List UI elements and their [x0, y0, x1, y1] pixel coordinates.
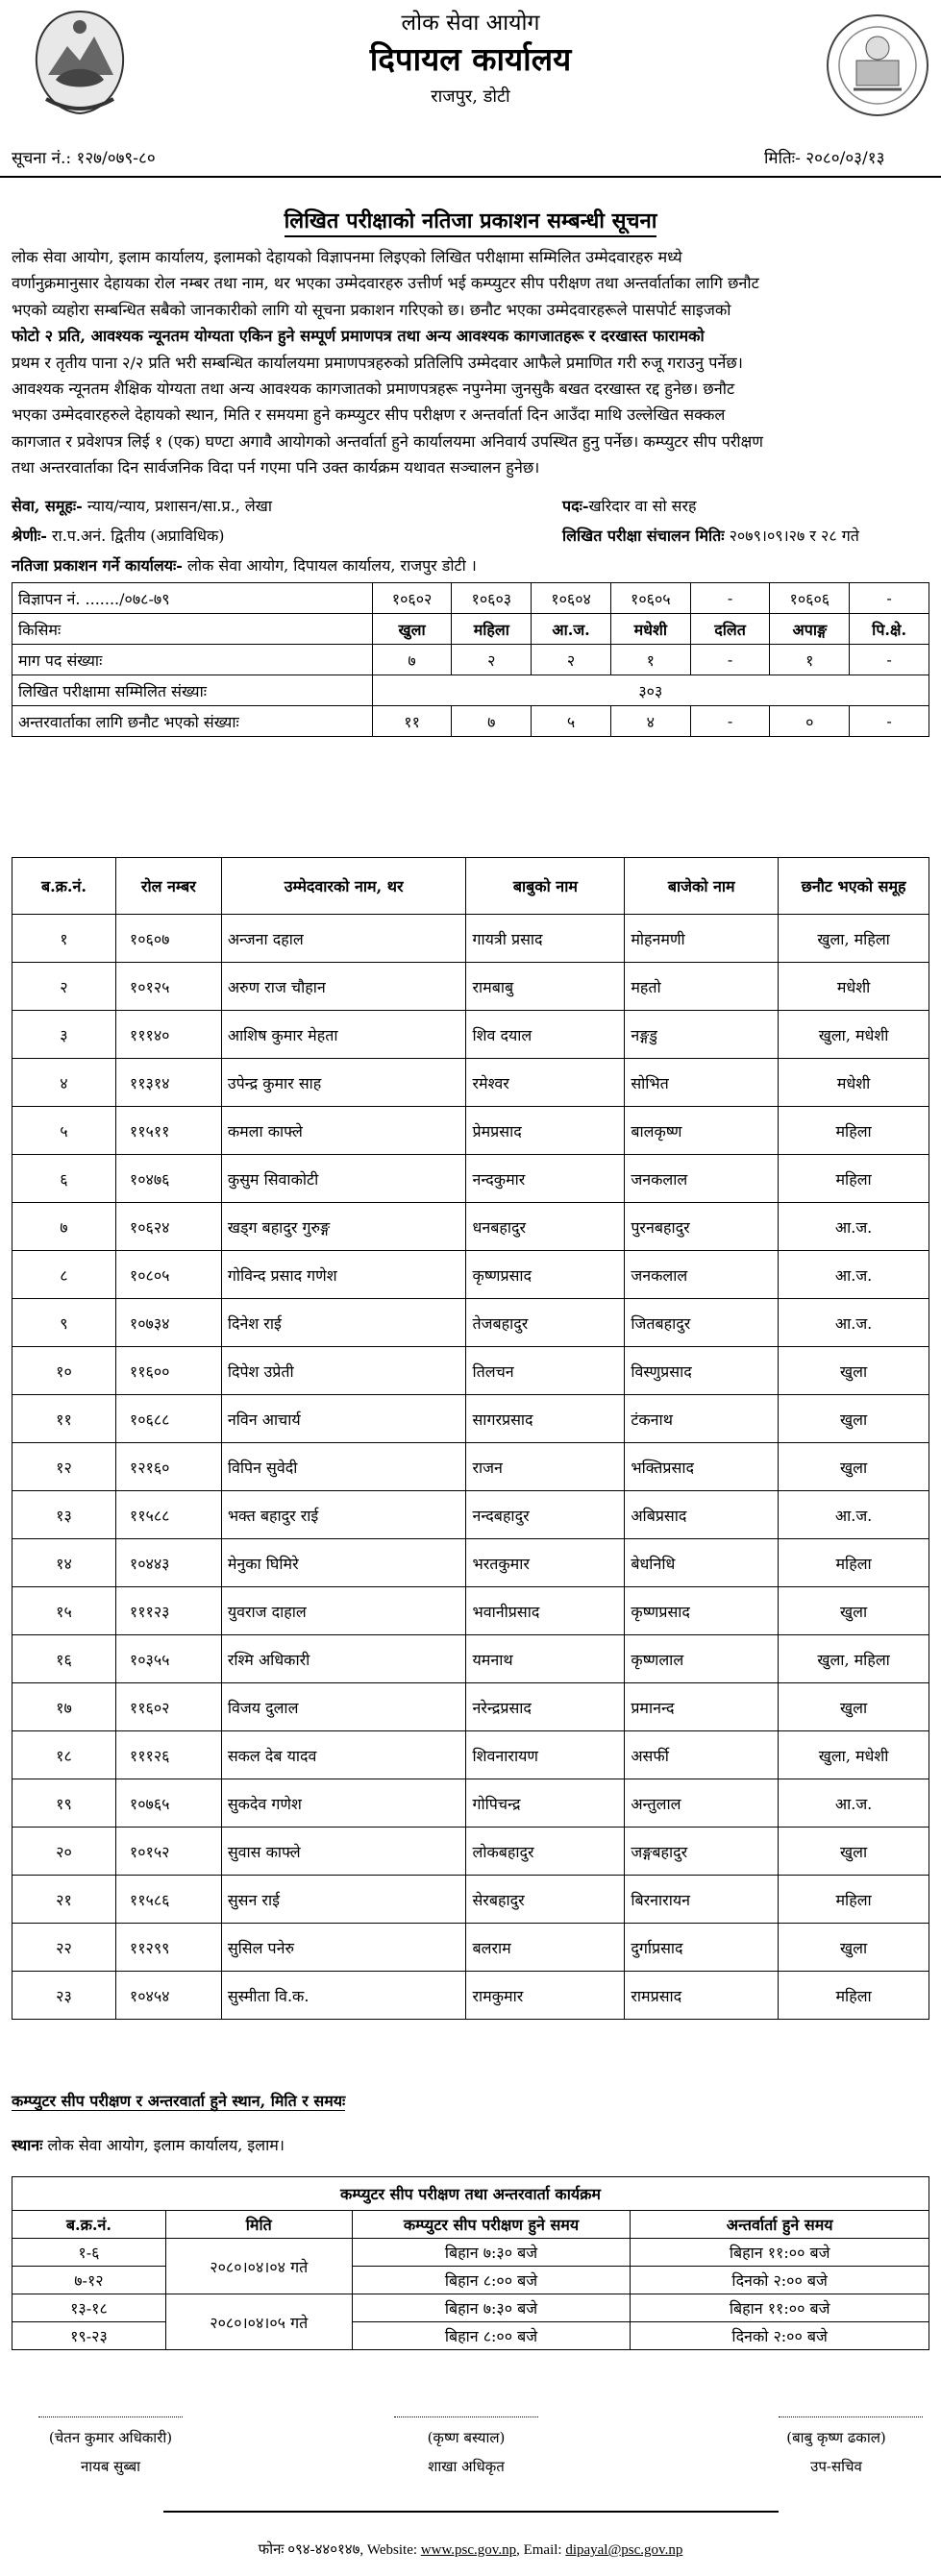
- selected-group: आ.ज.: [779, 1779, 929, 1828]
- father-name: नन्दबहादुर: [466, 1491, 625, 1539]
- table-row: [12, 1107, 929, 1155]
- candidate-name: सुस्मीता वि.क.: [221, 1972, 466, 2020]
- demand-row: माग पद संख्याः ७ २ २ १ - १ -: [12, 645, 929, 675]
- father-name: तेजबहादुर: [466, 1299, 625, 1347]
- grandfather-name: जङ्गबहादुर: [625, 1828, 779, 1876]
- candidate-name: भक्त बहादुर राई: [221, 1491, 466, 1539]
- grandfather-name: विस्णुप्रसाद: [625, 1347, 779, 1395]
- venue-heading: कम्प्युटर सीप परीक्षण र अन्तरवार्ता हुने स्थान, मिति र समयः: [12, 2092, 346, 2110]
- father-name: यमनाथ: [466, 1635, 625, 1683]
- notice-number: सूचना नं.: १२७/०७९-८०: [12, 149, 156, 168]
- notice-line: प्रथम र तृतीय पाना २/२ प्रति भरी सम्बन्धित कार्यालयमा प्रमाणपत्रहरुको प्रतिलिपि उम्मेदवार आफैले प्रमाणित गरी रुजू गराउनु पर्नेछ।: [12, 353, 743, 372]
- notice-line: भएको व्यहोरा सम्बन्धित सबैको जानकारीको लागि यो सूचना प्रकाशन गरिएको छ। छनौट भएका उम्मेदवारहरूले पासपोर्ट साइजको: [12, 300, 731, 319]
- roll-no: १०४५४: [115, 1972, 221, 2020]
- header-divider: [0, 176, 941, 178]
- grandfather-name: असर्फी: [625, 1731, 779, 1779]
- serial-no: १६: [12, 1635, 116, 1683]
- notice-date: मितिः- २०८०/०३/१३: [764, 149, 885, 168]
- roll-no: १०३५५: [115, 1635, 221, 1683]
- table-row: [12, 1587, 929, 1635]
- website-link[interactable]: www.psc.gov.np: [420, 2542, 517, 2558]
- father-name: तिलचन: [466, 1347, 625, 1395]
- serial-no: २३: [12, 1972, 116, 2020]
- candidate-name: विजय दुलाल: [221, 1683, 466, 1731]
- father-name: रमेश्वर: [466, 1059, 625, 1107]
- father-name: नरेन्द्रप्रसाद: [466, 1683, 625, 1731]
- father-name: भवानीप्रसाद: [466, 1587, 625, 1635]
- class: श्रेणीः- रा.प.अनं. द्वितीय (अप्राविधिक): [12, 527, 225, 545]
- candidate-name: कमला काफ्ले: [221, 1107, 466, 1155]
- table-row: [12, 1972, 929, 2020]
- table-row: [12, 1059, 929, 1107]
- candidate-name: अन्जना दहाल: [221, 915, 466, 963]
- notice-line: लोक सेवा आयोग, इलाम कार्यालय, इलामको देहायको विज्ञापनमा लिइएको लिखित परीक्षामा सम्मिलित उम्मेदवारहरु मध्ये: [12, 248, 682, 266]
- serial-no: १७: [12, 1683, 116, 1731]
- grandfather-name: टंकनाथ: [625, 1395, 779, 1443]
- footer-divider: [163, 2511, 779, 2513]
- serial-no: १४: [12, 1539, 116, 1587]
- grandfather-name: पुरनबहादुर: [625, 1203, 779, 1251]
- father-name: धनबहादुर: [466, 1203, 625, 1251]
- grandfather-name: जितबहादुर: [625, 1299, 779, 1347]
- result-header-row: ब.क्र.नं. रोल नम्बर उम्मेदवारको नाम, थर बाबुको नाम बाजेको नाम छनौट भएको समूह: [12, 858, 929, 915]
- table-row: [12, 1924, 929, 1972]
- email-link[interactable]: dipayal@psc.gov.np: [565, 2542, 683, 2558]
- serial-no: ५: [12, 1107, 116, 1155]
- roll-no: ११५११: [115, 1107, 221, 1155]
- roll-no: १०६२४: [115, 1203, 221, 1251]
- table-row: [12, 1491, 929, 1539]
- selected-group: महिला: [779, 1539, 929, 1587]
- selected-group: खुला: [779, 1828, 929, 1876]
- roll-no: १०६०७: [115, 915, 221, 963]
- selected-group: खुला: [779, 1587, 929, 1635]
- table-row: [12, 1683, 929, 1731]
- father-name: रामकुमार: [466, 1972, 625, 2020]
- table-row: [12, 915, 929, 963]
- candidate-name: अरुण राज चौहान: [221, 963, 466, 1011]
- candidate-name: सुसन राई: [221, 1876, 466, 1924]
- selected-group: आ.ज.: [779, 1299, 929, 1347]
- selected-group: खुला, महिला: [779, 915, 929, 963]
- candidate-name: दिनेश राई: [221, 1299, 466, 1347]
- schedule-title-row: कम्प्युटर सीप परीक्षण तथा अन्तरवार्ता कार्यक्रम: [12, 2177, 929, 2211]
- serial-no: ९: [12, 1299, 116, 1347]
- table-row: [12, 1539, 929, 1587]
- table-row: [12, 1299, 929, 1347]
- serial-no: १९: [12, 1779, 116, 1828]
- serial-no: ३: [12, 1011, 116, 1059]
- serial-no: ११: [12, 1395, 116, 1443]
- serial-no: ६: [12, 1155, 116, 1203]
- grandfather-name: मोहनमणी: [625, 915, 779, 963]
- roll-no: ११२९९: [115, 1924, 221, 1972]
- roll-no: ११५८६: [115, 1876, 221, 1924]
- father-name: कृष्णप्रसाद: [466, 1251, 625, 1299]
- father-name: गायत्री प्रसाद: [466, 915, 625, 963]
- roll-no: १११२६: [115, 1731, 221, 1779]
- roll-no: १२१६०: [115, 1443, 221, 1491]
- notice-line: कागजात र प्रवेशपत्र लिई १ (एक) घण्टा अगावै आयोगको अन्तर्वार्ता हुने कार्यालयमा अनिवार्य उपस्थित हुनु पर्नेछ। कम्प्युटर सीप परीक्षण: [12, 431, 763, 451]
- grandfather-name: प्रमानन्द: [625, 1683, 779, 1731]
- signatory-name: (चेतन कुमार अधिकारी): [48, 2429, 173, 2446]
- selected-group: खुला: [779, 1347, 929, 1395]
- grandfather-name: महतो: [625, 963, 779, 1011]
- father-name: शिवनारायण: [466, 1731, 625, 1779]
- result-table: [12, 857, 929, 2020]
- appeared-row: लिखित परीक्षामा सम्मिलित संख्याः ३०३: [12, 675, 929, 706]
- father-name: राजन: [466, 1443, 625, 1491]
- result-publisher: नतिजा प्रकाशन गर्ने कार्यालयः- लोक सेवा आयोग, दिपायल कार्यालय, राजपुर डोटी ।: [12, 556, 477, 575]
- father-name: नन्दकुमार: [466, 1155, 625, 1203]
- adv-no-row: विज्ञापन नं. ......./०७८-७९ १०६०२ १०६०३ १०६०४ १०६०५ - १०६०६ -: [12, 583, 929, 614]
- post: पदः-खरिदार वा सो सरह: [562, 497, 697, 515]
- selected-group: खुला, मधेशी: [779, 1011, 929, 1059]
- table-row: [12, 1347, 929, 1395]
- roll-no: १११४०: [115, 1011, 221, 1059]
- footer-contact: फोनः ०९४-४४०१४७, Website: www.psc.gov.np, Email: dipayal@psc.gov.np: [258, 2542, 683, 2558]
- table-row: [12, 1155, 929, 1203]
- roll-no: १०६८८: [115, 1395, 221, 1443]
- selected-group: मधेशी: [779, 963, 929, 1011]
- roll-no: १०४४३: [115, 1539, 221, 1587]
- office-location: राजपुर, डोटी: [431, 86, 510, 107]
- candidate-name: दिपेश उप्रेती: [221, 1347, 466, 1395]
- grandfather-name: भक्तिप्रसाद: [625, 1443, 779, 1491]
- table-row: [12, 1251, 929, 1299]
- notice-line: भएका उम्मेदवारहरुले देहायको स्थान, मिति र समयमा हुने कम्प्युटर सीप परीक्षण र अन्तर्वार्ता दिन आउँदा माथि उल्लेखित सक्कल: [12, 405, 726, 425]
- candidate-name: मेनुका घिमिरे: [221, 1539, 466, 1587]
- father-name: शिव दयाल: [466, 1011, 625, 1059]
- selected-group: खुला: [779, 1924, 929, 1972]
- roll-no: १०१५२: [115, 1828, 221, 1876]
- roll-no: १११२३: [115, 1587, 221, 1635]
- selected-group: आ.ज.: [779, 1203, 929, 1251]
- result-table-body: [12, 915, 929, 2020]
- schedule-row: १९-२३ बिहान ८:०० बजे दिनको २:०० बजे: [12, 2322, 929, 2350]
- candidate-name: सकल देब यादव: [221, 1731, 466, 1779]
- selected-group: आ.ज.: [779, 1251, 929, 1299]
- selected-group: खुला, महिला: [779, 1635, 929, 1683]
- serial-no: २: [12, 963, 116, 1011]
- venue: स्थानः लोक सेवा आयोग, इलाम कार्यालय, इलाम।: [12, 2136, 285, 2154]
- father-name: प्रेमप्रसाद: [466, 1107, 625, 1155]
- advertisement-table: [12, 582, 929, 737]
- table-row: [12, 1779, 929, 1828]
- father-name: लोकबहादुर: [466, 1828, 625, 1876]
- table-row: [12, 1731, 929, 1779]
- table-row: [12, 963, 929, 1011]
- grandfather-name: जनकलाल: [625, 1251, 779, 1299]
- serial-no: ४: [12, 1059, 116, 1107]
- selected-group: आ.ज.: [779, 1491, 929, 1539]
- serial-no: १८: [12, 1731, 116, 1779]
- schedule-table: [12, 2176, 929, 2350]
- notice-line: वर्णानुक्रमानुसार देहायका रोल नम्बर तथा नाम, थर भएका उम्मेदवारहरु उत्तीर्ण भई कम्प्युटर सीप परीक्षण तथा अन्तर्वार्ताका लागि छनौट: [12, 274, 759, 293]
- candidate-name: सुकदेव गणेश: [221, 1779, 466, 1828]
- selected-group: खुला: [779, 1683, 929, 1731]
- service-group: सेवा, समूहः- न्याय/न्याय, प्रशासन/सा.प्र., लेखा: [12, 497, 272, 515]
- grandfather-name: दुर्गाप्रसाद: [625, 1924, 779, 1972]
- serial-no: २१: [12, 1876, 116, 1924]
- serial-no: २०: [12, 1828, 116, 1876]
- serial-no: ८: [12, 1251, 116, 1299]
- table-row: [12, 1395, 929, 1443]
- candidate-name: कुसुम सिवाकोटी: [221, 1155, 466, 1203]
- signatory-title: नायब सुब्बा: [80, 2458, 141, 2475]
- serial-no: ७: [12, 1203, 116, 1251]
- grandfather-name: अबिप्रसाद: [625, 1491, 779, 1539]
- roll-no: ११६००: [115, 1347, 221, 1395]
- father-name: गोपिचन्द्र: [466, 1779, 625, 1828]
- selected-group: महिला: [779, 1972, 929, 2020]
- table-row: [12, 1203, 929, 1251]
- selected-group: खुला: [779, 1443, 929, 1491]
- signatory-title: उप-सचिव: [810, 2458, 862, 2475]
- roll-no: १०७३४: [115, 1299, 221, 1347]
- selected-group: महिला: [779, 1107, 929, 1155]
- serial-no: २२: [12, 1924, 116, 1972]
- exam-date: लिखित परीक्षा संचालन मितिः २०७९।०९।२७ र २८ गते: [562, 527, 859, 545]
- roll-no: ११६०२: [115, 1683, 221, 1731]
- selected-group: मधेशी: [779, 1059, 929, 1107]
- roll-no: १०१२५: [115, 963, 221, 1011]
- table-row: [12, 1443, 929, 1491]
- candidate-name: उपेन्द्र कुमार साह: [221, 1059, 466, 1107]
- selected-group: खुला: [779, 1395, 929, 1443]
- grandfather-name: बालकृष्ण: [625, 1107, 779, 1155]
- candidate-name: रश्मि अधिकारी: [221, 1635, 466, 1683]
- candidate-name: नविन आचार्य: [221, 1395, 466, 1443]
- roll-no: ११३१४: [115, 1059, 221, 1107]
- grandfather-name: बिरनारायन: [625, 1876, 779, 1924]
- father-name: रामबाबु: [466, 963, 625, 1011]
- signatory-title: शाखा अधिकृत: [428, 2458, 505, 2475]
- serial-no: १३: [12, 1491, 116, 1539]
- signatory-name: (कृष्ण बस्याल): [427, 2429, 506, 2446]
- roll-no: ११५८८: [115, 1491, 221, 1539]
- serial-no: १०: [12, 1347, 116, 1395]
- father-name: सागरप्रसाद: [466, 1395, 625, 1443]
- serial-no: १: [12, 915, 116, 963]
- candidate-name: युवराज दाहाल: [221, 1587, 466, 1635]
- signatory-name: (बाबु कृष्ण ढकाल): [786, 2429, 886, 2446]
- table-row: [12, 1828, 929, 1876]
- selected-group: महिला: [779, 1155, 929, 1203]
- office-name: दिपायल कार्यालय: [369, 40, 572, 78]
- grandfather-name: जनकलाल: [625, 1155, 779, 1203]
- org-name: लोक सेवा आयोग: [401, 11, 540, 36]
- notice-line: आवश्यक न्यूनतम शैक्षिक योग्यता तथा अन्य आवश्यक कागजातको प्रमाणपत्रहरू नपुग्नेमा जुनसुकै बखत दरखास्त रद्द हुनेछ। छनौट: [12, 380, 735, 399]
- schedule-header-row: ब.क्र.नं. मिति कम्प्युटर सीप परीक्षण हुने समय अन्तर्वार्ता हुने समय: [12, 2211, 929, 2239]
- grandfather-name: सोभित: [625, 1059, 779, 1107]
- schedule-row: ७-१२ बिहान ८:०० बजे दिनको २:०० बजे: [12, 2267, 929, 2294]
- table-row: [12, 1011, 929, 1059]
- notice-line: फोटो २ प्रति, आवश्यक न्यूनतम योग्यता एकिन हुने सम्पूर्ण प्रमाणपत्र तथा अन्य आवश्यक कागजातहरू र दरखास्त फारामको: [12, 327, 705, 346]
- father-name: बलराम: [466, 1924, 625, 1972]
- candidate-name: खड्ग बहादुर गुरुङ्ग: [221, 1203, 466, 1251]
- father-name: सेरबहादुर: [466, 1876, 625, 1924]
- roll-no: १०४७६: [115, 1155, 221, 1203]
- table-row: [12, 1876, 929, 1924]
- grandfather-name: रामप्रसाद: [625, 1972, 779, 2020]
- candidate-name: विपिन सुवेदी: [221, 1443, 466, 1491]
- serial-no: १५: [12, 1587, 116, 1635]
- schedule-row: १-६ २०८०।०४।०४ गते बिहान ७:३० बजे बिहान ११:०० बजे: [12, 2239, 929, 2267]
- grandfather-name: कृष्णलाल: [625, 1635, 779, 1683]
- candidate-name: गोविन्द प्रसाद गणेश: [221, 1251, 466, 1299]
- selected-row: अन्तरवार्ताका लागि छनौट भएको संख्याः ११ ७ ५ ४ - ० -: [12, 706, 929, 737]
- grandfather-name: बेधनिधि: [625, 1539, 779, 1587]
- serial-no: १२: [12, 1443, 116, 1491]
- grandfather-name: नङ्गडु: [625, 1011, 779, 1059]
- roll-no: १०७६५: [115, 1779, 221, 1828]
- candidate-name: सुसिल पनेरु: [221, 1924, 466, 1972]
- candidate-name: आशिष कुमार मेहता: [221, 1011, 466, 1059]
- selected-group: महिला: [779, 1876, 929, 1924]
- notice-body: [12, 244, 932, 481]
- type-row: किसिमः खुला महिला आ.ज. मधेशी दलित अपाङ्ग पि.क्षे.: [12, 614, 929, 645]
- selected-group: खुला, मधेशी: [779, 1731, 929, 1779]
- notice-title: लिखित परीक्षाको नतिजा प्रकाशन सम्बन्धी सूचना: [0, 206, 941, 234]
- grandfather-name: अन्तुलाल: [625, 1779, 779, 1828]
- father-name: भरतकुमार: [466, 1539, 625, 1587]
- grandfather-name: कृष्णप्रसाद: [625, 1587, 779, 1635]
- notice-line: तथा अन्तरवार्ताका दिन सार्वजनिक विदा पर्न गएमा पनि उक्त कार्यक्रम यथावत सञ्चालन हुनेछ।: [12, 458, 540, 478]
- roll-no: १०८०५: [115, 1251, 221, 1299]
- table-row: [12, 1635, 929, 1683]
- candidate-name: सुवास काफ्ले: [221, 1828, 466, 1876]
- schedule-row: १३-१८ २०८०।०४।०५ गते बिहान ७:३० बजे बिहान ११:०० बजे: [12, 2294, 929, 2322]
